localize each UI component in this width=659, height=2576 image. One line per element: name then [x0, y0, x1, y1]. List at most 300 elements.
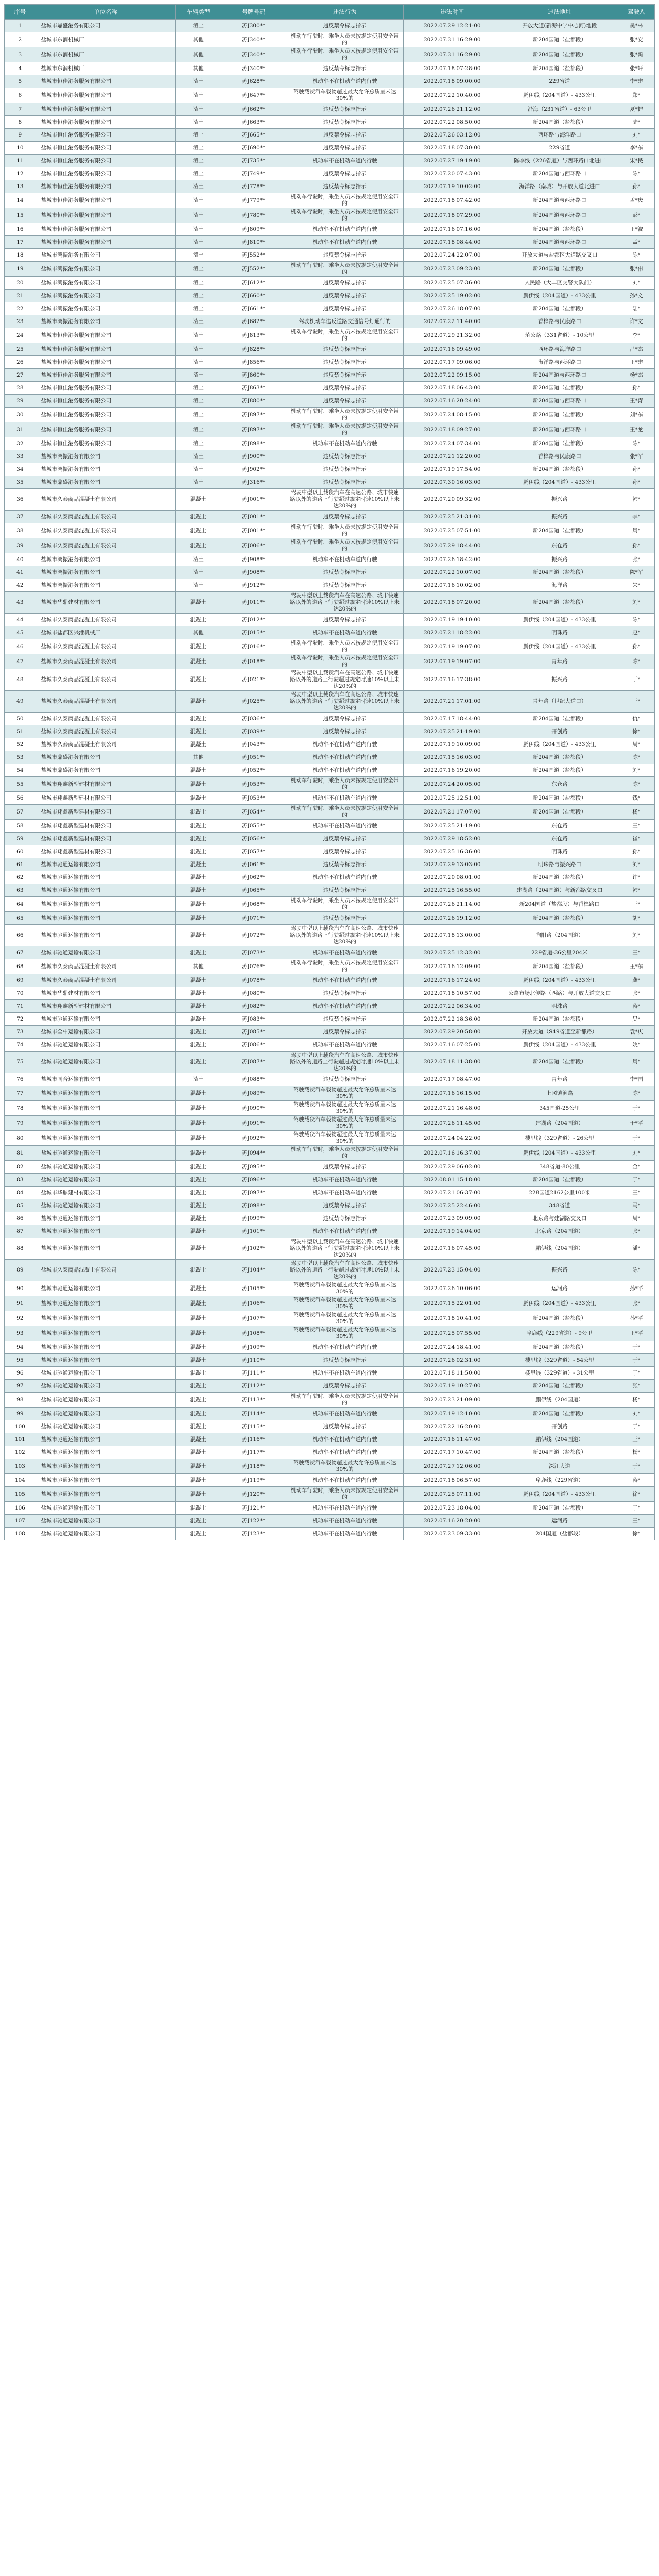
cell-driver: 孙*: [618, 538, 655, 553]
cell-vehicle-type: 混凝土: [176, 1225, 221, 1238]
cell-index: 48: [5, 669, 36, 691]
table-row: [5, 437, 655, 450]
cell-violation: 违反禁令标志指示: [286, 614, 404, 626]
cell-violation: 违反禁令标志指示: [286, 987, 404, 1000]
cell-driver: 刘*: [618, 1146, 655, 1161]
cell-vehicle-type: 混凝土: [176, 1367, 221, 1380]
cell-driver: 张*: [618, 987, 655, 1000]
cell-location: 新204国道（盐都段）: [501, 1052, 618, 1073]
cell-location: 振兴路: [501, 489, 618, 511]
cell-time: 2022.07.26 11:45:00: [403, 1116, 501, 1131]
table-row: [5, 262, 655, 277]
cell-time: 2022.07.16 09:49:00: [403, 343, 501, 356]
table-row: [5, 777, 655, 792]
cell-location: 229省道-36公里204米: [501, 946, 618, 959]
table-header: [5, 5, 655, 20]
table-row: [5, 959, 655, 974]
cell-index: 103: [5, 1459, 36, 1474]
cell-time: 2022.07.21 16:48:00: [403, 1101, 501, 1116]
table-row: [5, 1408, 655, 1420]
cell-driver: 孙*: [618, 639, 655, 654]
cell-location: 新204国道（盐都段）: [501, 1502, 618, 1515]
cell-company: 盐城市驰通运输有限公司: [36, 871, 176, 884]
cell-driver: 蒋*: [618, 1474, 655, 1487]
header-time: 违法时间: [403, 5, 501, 20]
cell-plate: 苏J552**: [221, 262, 286, 277]
table-row: [5, 1000, 655, 1013]
cell-location: 青年路: [501, 1073, 618, 1086]
cell-violation: 驾驶中型以上载货汽车在高速公路、城市快速路以外的道路上行驶超过规定时速10%以上未达20%的: [286, 1260, 404, 1281]
cell-location: 新204国道与西环路口: [501, 422, 618, 437]
header-company: 单位名称: [36, 5, 176, 20]
cell-plate: 苏J119**: [221, 1474, 286, 1487]
cell-company: 盐城市东润机械厂: [36, 62, 176, 75]
cell-vehicle-type: 混凝土: [176, 858, 221, 871]
cell-vehicle-type: 混凝土: [176, 1281, 221, 1296]
cell-index: 70: [5, 987, 36, 1000]
cell-time: 2022.07.26 18:07:00: [403, 302, 501, 315]
cell-company: 盐城市翔鑫新型建材有限公司: [36, 833, 176, 845]
cell-location: 新204国道与西环路口: [501, 369, 618, 382]
cell-plate: 苏J053**: [221, 777, 286, 792]
cell-company: 盐城市久泰商品混凝土有限公司: [36, 523, 176, 538]
table-row: [5, 290, 655, 302]
cell-vehicle-type: 混凝土: [176, 987, 221, 1000]
cell-violation: 机动车不在机动车道内行驶: [286, 764, 404, 777]
cell-plate: 苏J097**: [221, 1187, 286, 1199]
cell-time: 2022.07.17 08:47:00: [403, 1073, 501, 1086]
cell-driver: 张*军: [618, 450, 655, 463]
cell-time: 2022.07.16 20:24:00: [403, 395, 501, 408]
table-row: [5, 751, 655, 764]
cell-plate: 苏J828**: [221, 343, 286, 356]
cell-location: 开放大道(新海中学中心河)地段: [501, 20, 618, 32]
cell-driver: 于*: [618, 1502, 655, 1515]
cell-driver: 陈*军: [618, 566, 655, 579]
table-row: [5, 1174, 655, 1187]
cell-plate: 苏J061**: [221, 858, 286, 871]
cell-vehicle-type: 混凝土: [176, 1528, 221, 1540]
cell-violation: 违反禁令标志指示: [286, 302, 404, 315]
cell-violation: 机动车不在机动车道内行驶: [286, 792, 404, 805]
cell-company: 盐城市鼎盛港务有限公司: [36, 751, 176, 764]
cell-index: 27: [5, 369, 36, 382]
cell-company: 盐城市驰通运输有限公司: [36, 897, 176, 912]
cell-location: 北京路与建湖路交叉口: [501, 1212, 618, 1225]
cell-vehicle-type: 混凝土: [176, 1174, 221, 1187]
cell-vehicle-type: 混凝土: [176, 1187, 221, 1199]
cell-driver: 张*: [618, 1380, 655, 1393]
cell-violation: 违反禁令标志指示: [286, 476, 404, 489]
cell-driver: 郑*: [618, 88, 655, 103]
cell-plate: 苏J340**: [221, 47, 286, 62]
cell-driver: 张*轩: [618, 62, 655, 75]
cell-violation: 机动车不在机动车道内行驶: [286, 946, 404, 959]
cell-driver: 杨*: [618, 1393, 655, 1408]
cell-violation: 违反禁令标志指示: [286, 1212, 404, 1225]
cell-time: 2022.07.16 16:15:00: [403, 1086, 501, 1101]
table-row: [5, 1446, 655, 1459]
cell-violation: 违反禁令标志指示: [286, 1199, 404, 1212]
cell-driver: 王*: [618, 946, 655, 959]
cell-company: 盐城市鸿振港务有限公司: [36, 290, 176, 302]
cell-plate: 苏J091**: [221, 1116, 286, 1131]
cell-vehicle-type: 渣土: [176, 75, 221, 88]
cell-location: 阜鹿线（229省道）: [501, 1474, 618, 1487]
cell-plate: 苏J095**: [221, 1161, 286, 1174]
cell-time: 2022.07.21 12:20:00: [403, 450, 501, 463]
cell-time: 2022.07.23 09:09:00: [403, 1212, 501, 1225]
cell-time: 2022.07.29 21:32:00: [403, 328, 501, 343]
cell-company: 盐城市驰通运输有限公司: [36, 1341, 176, 1354]
cell-company: 盐城市华鼎建材有限公司: [36, 1187, 176, 1199]
cell-time: 2022.07.22 11:40:00: [403, 315, 501, 328]
cell-vehicle-type: 混凝土: [176, 592, 221, 614]
cell-index: 14: [5, 193, 36, 208]
cell-driver: 袁*庆: [618, 1026, 655, 1039]
cell-plate: 苏J083**: [221, 1013, 286, 1026]
cell-driver: 王*: [618, 1515, 655, 1528]
cell-index: 7: [5, 103, 36, 116]
cell-driver: 李*: [618, 511, 655, 523]
cell-location: 开放大道与盐都区大道路交叉口: [501, 249, 618, 262]
cell-location: 新204国道（盐都段）: [501, 116, 618, 129]
cell-vehicle-type: 混凝土: [176, 884, 221, 897]
cell-index: 46: [5, 639, 36, 654]
cell-plate: 苏J001**: [221, 511, 286, 523]
table-row: [5, 1393, 655, 1408]
cell-location: 新204国道（盐都段）: [501, 912, 618, 925]
cell-location: 明珠路: [501, 1000, 618, 1013]
cell-driver: 陈*: [618, 777, 655, 792]
cell-violation: 违反禁令标志指示: [286, 1161, 404, 1174]
cell-time: 2022.07.19 19:07:00: [403, 639, 501, 654]
cell-company: 盐城市翔鑫新型建材有限公司: [36, 1000, 176, 1013]
cell-time: 2022.07.21 06:37:00: [403, 1187, 501, 1199]
table-row: [5, 725, 655, 738]
cell-violation: 驾驶载货汽车载物超过最大允许总质量未达30%的: [286, 1326, 404, 1341]
cell-company: 盐城市全中运输有限公司: [36, 1026, 176, 1039]
cell-location: 鹏伊线（204国道）- 433公里: [501, 476, 618, 489]
table-row: [5, 897, 655, 912]
cell-plate: 苏J121**: [221, 1502, 286, 1515]
cell-driver: 金*: [618, 1161, 655, 1174]
cell-company: 盐城市驰通运输有限公司: [36, 925, 176, 946]
cell-violation: 驾驶中型以上载货汽车在高速公路、城市快速路以外的道路上行驶超过规定时速10%以上未达20%的: [286, 669, 404, 691]
cell-vehicle-type: 渣土: [176, 290, 221, 302]
cell-violation: 违反禁令标志指示: [286, 1354, 404, 1367]
cell-driver: 李*: [618, 328, 655, 343]
table-row: [5, 236, 655, 249]
cell-company: 盐城市久泰商品混凝土有限公司: [36, 691, 176, 713]
cell-plate: 苏J856**: [221, 356, 286, 369]
table-row: [5, 1039, 655, 1052]
cell-index: 106: [5, 1502, 36, 1515]
cell-time: 2022.07.25 19:02:00: [403, 290, 501, 302]
cell-violation: 机动车行驶时，乘坐人员未按规定使用安全带的: [286, 193, 404, 208]
cell-plate: 苏J053**: [221, 792, 286, 805]
cell-index: 97: [5, 1380, 36, 1393]
cell-plate: 苏J068**: [221, 897, 286, 912]
table-row: [5, 1187, 655, 1199]
table-row: [5, 511, 655, 523]
cell-time: 2022.07.25 16:36:00: [403, 845, 501, 858]
cell-time: 2022.07.29 12:21:00: [403, 20, 501, 32]
cell-index: 98: [5, 1393, 36, 1408]
cell-location: 开放大道（S49省道至新都路）: [501, 1026, 618, 1039]
table-row: [5, 1311, 655, 1326]
table-row: [5, 713, 655, 725]
cell-vehicle-type: 渣土: [176, 369, 221, 382]
cell-plate: 苏J122**: [221, 1515, 286, 1528]
cell-company: 盐城市鸿振港务有限公司: [36, 553, 176, 566]
cell-index: 66: [5, 925, 36, 946]
table-row: [5, 75, 655, 88]
cell-violation: 机动车不在机动车道内行驶: [286, 974, 404, 987]
cell-plate: 苏J123**: [221, 1528, 286, 1540]
cell-location: 西环路与海洋路口: [501, 343, 618, 356]
cell-index: 87: [5, 1225, 36, 1238]
cell-company: 盐城市东润机械厂: [36, 47, 176, 62]
cell-vehicle-type: 渣土: [176, 20, 221, 32]
cell-violation: 机动车不在机动车道内行驶: [286, 626, 404, 639]
table-row: [5, 925, 655, 946]
cell-time: 2022.07.21 17:01:00: [403, 691, 501, 713]
cell-index: 3: [5, 47, 36, 62]
cell-location: 新204国道（盐都段）: [501, 47, 618, 62]
cell-plate: 苏J085**: [221, 1026, 286, 1039]
cell-violation: 驾驶载货汽车载物超过最大允许总质量未达30%的: [286, 1459, 404, 1474]
cell-index: 49: [5, 691, 36, 713]
cell-time: 2022.07.29 18:52:00: [403, 833, 501, 845]
cell-plate: 苏J099**: [221, 1212, 286, 1225]
cell-time: 2022.07.19 19:07:00: [403, 654, 501, 669]
cell-index: 52: [5, 738, 36, 751]
table-row: [5, 1225, 655, 1238]
cell-plate: 苏J112**: [221, 1380, 286, 1393]
cell-company: 盐城市恒佳港务服务有限公司: [36, 116, 176, 129]
cell-index: 93: [5, 1326, 36, 1341]
cell-time: 2022.07.29 13:03:00: [403, 858, 501, 871]
cell-vehicle-type: 渣土: [176, 579, 221, 592]
table-row: [5, 805, 655, 820]
cell-driver: 王*: [618, 820, 655, 833]
cell-location: 鹏伊线（204国道）- 433公里: [501, 738, 618, 751]
cell-plate: 苏J105**: [221, 1281, 286, 1296]
cell-plate: 苏J880**: [221, 395, 286, 408]
cell-company: 盐城市鼎盛港务有限公司: [36, 764, 176, 777]
cell-time: 2022.07.25 21:31:00: [403, 511, 501, 523]
cell-time: 2022.07.18 06:43:00: [403, 382, 501, 395]
cell-vehicle-type: 混凝土: [176, 614, 221, 626]
cell-location: 新204国道（盐都段）: [501, 262, 618, 277]
cell-plate: 苏J628**: [221, 75, 286, 88]
cell-location: 鹏伊线（204国道）- 433公里: [501, 974, 618, 987]
cell-violation: 机动车不在机动车道内行驶: [286, 1187, 404, 1199]
cell-driver: 张*: [618, 553, 655, 566]
cell-index: 38: [5, 523, 36, 538]
cell-company: 盐城市久泰商品混凝土有限公司: [36, 489, 176, 511]
cell-time: 2022.07.29 06:02:00: [403, 1161, 501, 1174]
cell-violation: 机动车不在机动车道内行驶: [286, 871, 404, 884]
cell-company: 盐城市鸿振港务有限公司: [36, 463, 176, 476]
cell-plate: 苏J690**: [221, 142, 286, 155]
cell-driver: 陈*: [618, 1260, 655, 1281]
cell-index: 58: [5, 820, 36, 833]
cell-location: 鹏伊线（204国道）: [501, 1433, 618, 1446]
cell-driver: 刘*: [618, 129, 655, 142]
cell-plate: 苏J663**: [221, 116, 286, 129]
cell-time: 2022.07.19 10:02:00: [403, 180, 501, 193]
cell-violation: 机动车不在机动车道内行驶: [286, 437, 404, 450]
cell-vehicle-type: 混凝土: [176, 897, 221, 912]
cell-plate: 苏J012**: [221, 614, 286, 626]
cell-violation: 机动车行驶时，乘坐人员未按规定使用安全带的: [286, 408, 404, 422]
cell-time: 2022.07.25 07:55:00: [403, 1326, 501, 1341]
violation-table-container: [4, 4, 655, 1540]
cell-time: 2022.07.16 19:20:00: [403, 764, 501, 777]
cell-company: 盐城市鸿振港务有限公司: [36, 579, 176, 592]
cell-driver: 韩*: [618, 489, 655, 511]
cell-index: 76: [5, 1073, 36, 1086]
cell-vehicle-type: 渣土: [176, 450, 221, 463]
table-row: [5, 669, 655, 691]
cell-time: 2022.07.25 12:51:00: [403, 792, 501, 805]
cell-driver: 徐*: [618, 1528, 655, 1540]
cell-violation: 违反禁令标志指示: [286, 1420, 404, 1433]
cell-driver: 许*: [618, 871, 655, 884]
cell-vehicle-type: 混凝土: [176, 691, 221, 713]
cell-violation: 违反禁令标志指示: [286, 277, 404, 290]
cell-plate: 苏J015**: [221, 626, 286, 639]
cell-time: 2022.07.19 19:10:00: [403, 614, 501, 626]
cell-violation: 驾驶中型以上载货汽车在高速公路、城市快速路以外的道路上行驶超过规定时速10%以上未达20%的: [286, 489, 404, 511]
cell-violation: 违反禁令标志指示: [286, 845, 404, 858]
cell-index: 21: [5, 290, 36, 302]
cell-company: 盐城市驰通运输有限公司: [36, 1131, 176, 1146]
cell-violation: 机动车行驶时，乘坐人员未按规定使用安全带的: [286, 805, 404, 820]
table-row: [5, 1420, 655, 1433]
cell-index: 60: [5, 845, 36, 858]
table-row: [5, 1341, 655, 1354]
cell-driver: 徐*: [618, 725, 655, 738]
cell-plate: 苏J749**: [221, 167, 286, 180]
cell-driver: 刘*: [618, 592, 655, 614]
cell-time: 2022.07.25 22:46:00: [403, 1199, 501, 1212]
cell-driver: 刘*: [618, 925, 655, 946]
table-row: [5, 356, 655, 369]
cell-index: 107: [5, 1515, 36, 1528]
cell-index: 28: [5, 382, 36, 395]
cell-company: 盐城市驰通运输有限公司: [36, 1354, 176, 1367]
cell-location: 东仓路: [501, 820, 618, 833]
cell-vehicle-type: 其他: [176, 47, 221, 62]
cell-vehicle-type: 混凝土: [176, 538, 221, 553]
cell-plate: 苏J076**: [221, 959, 286, 974]
cell-time: 2022.07.22 18:36:00: [403, 1013, 501, 1026]
cell-driver: 赵*: [618, 626, 655, 639]
cell-violation: 机动车不在机动车道内行驶: [286, 223, 404, 236]
cell-company: 盐城市恒佳港务服务有限公司: [36, 382, 176, 395]
cell-vehicle-type: 混凝土: [176, 1000, 221, 1013]
table-row: [5, 328, 655, 343]
table-row: [5, 1026, 655, 1039]
cell-location: 人民路（大丰区交警大队前）: [501, 277, 618, 290]
cell-index: 13: [5, 180, 36, 193]
cell-driver: 陆*: [618, 302, 655, 315]
cell-company: 盐城市久泰商品混凝土有限公司: [36, 654, 176, 669]
cell-vehicle-type: 混凝土: [176, 1341, 221, 1354]
cell-location: 新204国道（盐都段）: [501, 959, 618, 974]
cell-index: 75: [5, 1052, 36, 1073]
cell-violation: 机动车不在机动车道内行驶: [286, 155, 404, 167]
table-row: [5, 792, 655, 805]
cell-index: 71: [5, 1000, 36, 1013]
cell-vehicle-type: 混凝土: [176, 764, 221, 777]
cell-vehicle-type: 混凝土: [176, 777, 221, 792]
cell-violation: 机动车行驶时，乘坐人员未按规定使用安全带的: [286, 328, 404, 343]
cell-company: 盐城市驰通运输有限公司: [36, 1116, 176, 1131]
cell-plate: 苏J036**: [221, 713, 286, 725]
cell-plate: 苏J094**: [221, 1146, 286, 1161]
cell-company: 盐城市鸿振港务有限公司: [36, 302, 176, 315]
cell-location: 建湖路（204国道）: [501, 1116, 618, 1131]
cell-index: 84: [5, 1187, 36, 1199]
cell-company: 盐城市驰通运输有限公司: [36, 1238, 176, 1260]
cell-driver: 陈*: [618, 249, 655, 262]
cell-driver: 崔*: [618, 833, 655, 845]
cell-vehicle-type: 其他: [176, 959, 221, 974]
cell-location: 新204国道与西环路口: [501, 395, 618, 408]
cell-index: 105: [5, 1487, 36, 1502]
cell-plate: 苏J078**: [221, 974, 286, 987]
cell-index: 8: [5, 116, 36, 129]
cell-location: 鹏伊线（204国道）: [501, 1238, 618, 1260]
cell-index: 108: [5, 1528, 36, 1540]
cell-index: 100: [5, 1420, 36, 1433]
table-row: [5, 1101, 655, 1116]
cell-plate: 苏J778**: [221, 180, 286, 193]
cell-index: 99: [5, 1408, 36, 1420]
cell-vehicle-type: 渣土: [176, 476, 221, 489]
cell-index: 36: [5, 489, 36, 511]
cell-index: 41: [5, 566, 36, 579]
cell-violation: 违反禁令标志指示: [286, 249, 404, 262]
cell-plate: 苏J661**: [221, 302, 286, 315]
cell-vehicle-type: 混凝土: [176, 1146, 221, 1161]
cell-company: 盐城市驰通运输有限公司: [36, 1474, 176, 1487]
cell-plate: 苏J780**: [221, 208, 286, 223]
table-row: [5, 871, 655, 884]
cell-company: 盐城市驰通运输有限公司: [36, 1459, 176, 1474]
cell-company: 盐城市恒佳港务服务有限公司: [36, 236, 176, 249]
cell-vehicle-type: 混凝土: [176, 511, 221, 523]
cell-violation: 机动车行驶时，乘坐人员未按规定使用安全带的: [286, 777, 404, 792]
cell-vehicle-type: 混凝土: [176, 654, 221, 669]
cell-driver: 王*龙: [618, 422, 655, 437]
cell-violation: 机动车不在机动车道内行驶: [286, 1039, 404, 1052]
cell-index: 63: [5, 884, 36, 897]
table-row: [5, 1502, 655, 1515]
cell-vehicle-type: 渣土: [176, 1073, 221, 1086]
cell-company: 盐城市恒佳港务服务有限公司: [36, 223, 176, 236]
cell-vehicle-type: 混凝土: [176, 639, 221, 654]
cell-violation: 违反禁令标志指示: [286, 1073, 404, 1086]
cell-company: 盐城市驰通运输有限公司: [36, 1013, 176, 1026]
cell-location: 开创路: [501, 725, 618, 738]
cell-company: 盐城市久泰商品混凝土有限公司: [36, 974, 176, 987]
cell-violation: 驾驶载货汽车载物超过最大允许总质量未达30%的: [286, 1281, 404, 1296]
